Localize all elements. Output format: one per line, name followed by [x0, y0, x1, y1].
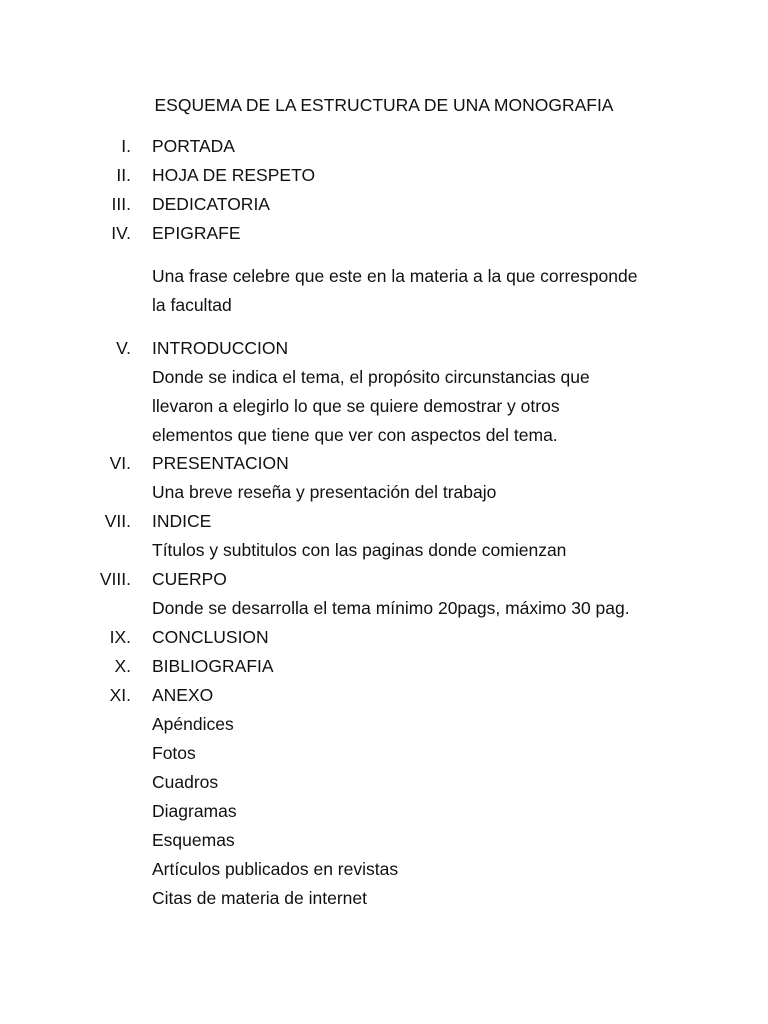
epigrafe-description-line: la facultad: [152, 295, 232, 315]
anexo-list-item: Fotos: [152, 743, 196, 763]
item-numeral: IV.: [111, 223, 131, 243]
epigrafe-description-line: Una frase celebre que este en la materia a la que corresponde: [152, 266, 638, 286]
item-label-cuerpo: CUERPO: [152, 569, 227, 589]
indice-description: Títulos y subtitulos con las paginas donde comienzan: [152, 540, 567, 560]
item-label-indice: INDICE: [152, 511, 212, 531]
item-numeral: XI.: [109, 685, 131, 705]
item-label-introduccion: INTRODUCCION: [152, 338, 289, 358]
anexo-list-item: Diagramas: [152, 801, 237, 821]
item-numeral: VIII.: [99, 569, 131, 589]
item-label-hoja-de-respeto: HOJA DE RESPETO: [152, 165, 316, 185]
item-label-epigrafe: EPIGRAFE: [152, 223, 241, 243]
item-numeral: I.: [121, 136, 131, 156]
introduccion-description-line: elementos que tiene que ver con aspectos del tema.: [152, 425, 558, 445]
presentacion-description: Una breve reseña y presentación del trabajo: [152, 482, 497, 502]
item-numeral: II.: [116, 165, 131, 185]
item-numeral: V.: [116, 338, 131, 358]
item-numeral: III.: [111, 194, 131, 214]
item-label-conclusion: CONCLUSION: [152, 627, 269, 647]
anexo-list-item: Citas de materia de internet: [152, 888, 367, 908]
anexo-list-item: Cuadros: [152, 772, 219, 792]
item-label-dedicatoria: DEDICATORIA: [152, 194, 270, 214]
anexo-list-item: Esquemas: [152, 830, 235, 850]
cuerpo-description: Donde se desarrolla el tema mínimo 20pags, máximo 30 pag.: [152, 598, 630, 618]
item-label-presentacion: PRESENTACION: [152, 453, 289, 473]
item-label-bibliografia: BIBLIOGRAFIA: [152, 656, 274, 676]
document-title: ESQUEMA DE LA ESTRUCTURA DE UNA MONOGRAFIA: [154, 95, 614, 115]
introduccion-description-line: llevaron a elegirlo lo que se quiere demostrar y otros: [152, 396, 560, 416]
item-numeral: IX.: [109, 627, 131, 647]
item-label-portada: PORTADA: [152, 136, 235, 156]
anexo-list-item: Artículos publicados en revistas: [152, 859, 399, 879]
item-numeral: VI.: [109, 453, 131, 473]
introduccion-description-line: Donde se indica el tema, el propósito circunstancias que: [152, 367, 590, 387]
item-numeral: X.: [114, 656, 131, 676]
anexo-list-item: Apéndices: [152, 714, 234, 734]
item-numeral: VII.: [104, 511, 131, 531]
item-label-anexo: ANEXO: [152, 685, 214, 705]
